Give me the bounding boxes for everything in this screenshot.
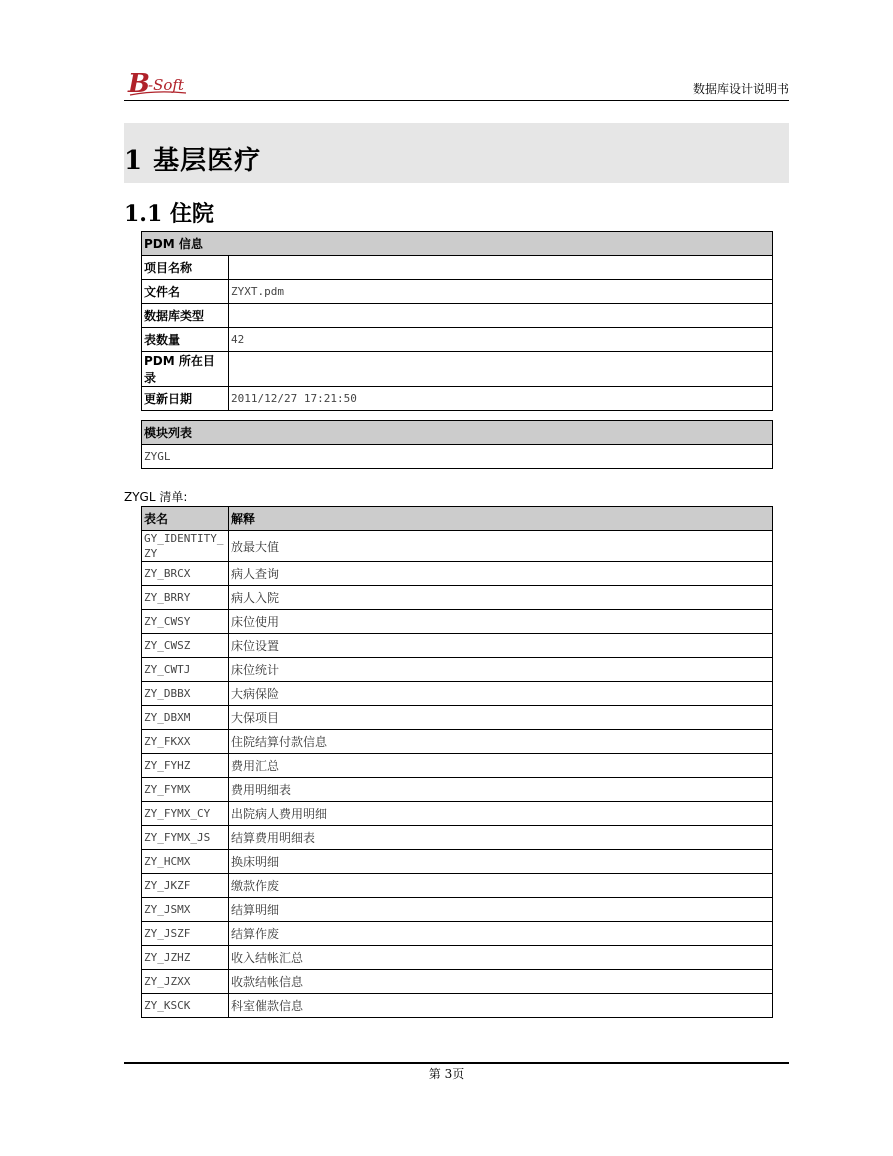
column-header-desc: 解释 xyxy=(229,507,773,531)
footer-rule xyxy=(124,1062,789,1064)
row-label: 数据库类型 xyxy=(142,304,229,328)
table-row xyxy=(142,634,773,658)
table-name-cell: ZY_CWSY xyxy=(142,610,229,634)
table-desc-cell: 结算明细 xyxy=(229,898,773,922)
table-list xyxy=(141,506,773,1018)
table-name-cell: ZY_JSZF xyxy=(142,922,229,946)
table-row xyxy=(142,682,773,706)
table-desc-cell: 收款结帐信息 xyxy=(229,970,773,994)
table-desc-cell: 科室催款信息 xyxy=(229,994,773,1018)
table-desc-cell: 费用明细表 xyxy=(229,778,773,802)
table-row xyxy=(142,994,773,1018)
table-row xyxy=(142,898,773,922)
module-list-title: 模块列表 xyxy=(142,421,773,445)
row-value: ZYXT.pdm xyxy=(229,280,773,304)
table-desc-cell: 大保项目 xyxy=(229,706,773,730)
table-desc-cell: 病人查询 xyxy=(229,562,773,586)
row-value xyxy=(229,256,773,280)
table-row xyxy=(142,586,773,610)
row-value: 2011/12/27 17:21:50 xyxy=(229,387,773,411)
table-row xyxy=(142,304,773,328)
table-desc-cell: 病人入院 xyxy=(229,586,773,610)
table-name-cell: ZY_JSMX xyxy=(142,898,229,922)
table-row xyxy=(142,445,773,469)
table-name-cell: ZY_FYMX_CY xyxy=(142,802,229,826)
pdm-info-table xyxy=(141,231,773,411)
table-name-cell: ZY_JZHZ xyxy=(142,946,229,970)
chapter-heading xyxy=(124,123,789,183)
table-row xyxy=(142,610,773,634)
table-row xyxy=(142,778,773,802)
table-row xyxy=(142,658,773,682)
table-name-cell: ZY_HCMX xyxy=(142,850,229,874)
table-row xyxy=(142,874,773,898)
module-item: ZYGL xyxy=(142,445,773,469)
table-desc-cell: 住院结算付款信息 xyxy=(229,730,773,754)
table-desc-cell: 换床明细 xyxy=(229,850,773,874)
svg-text:-Soft: -Soft xyxy=(148,76,184,94)
table-row xyxy=(142,802,773,826)
row-label: 表数量 xyxy=(142,328,229,352)
table-name-cell: ZY_FYHZ xyxy=(142,754,229,778)
table-desc-cell: 收入结帐汇总 xyxy=(229,946,773,970)
table-desc-cell: 结算费用明细表 xyxy=(229,826,773,850)
table-row xyxy=(142,280,773,304)
table-row xyxy=(142,850,773,874)
module-list-table xyxy=(141,420,773,469)
table-name-cell: ZY_DBXM xyxy=(142,706,229,730)
table-desc-cell: 放最大值 xyxy=(229,531,773,562)
table-row xyxy=(142,730,773,754)
table-desc-cell: 费用汇总 xyxy=(229,754,773,778)
table-desc-cell: 床位使用 xyxy=(229,610,773,634)
table-name-cell: ZY_JZXX xyxy=(142,970,229,994)
svg-text:B: B xyxy=(128,69,150,98)
table-row xyxy=(142,256,773,280)
table-name-cell: GY_IDENTITY_ZY xyxy=(142,531,229,562)
document-title: 数据库设计说明书 xyxy=(692,82,789,96)
row-label: 项目名称 xyxy=(142,256,229,280)
table-name-cell: ZY_BRRY xyxy=(142,586,229,610)
table-row xyxy=(142,970,773,994)
row-value xyxy=(229,352,773,387)
table-desc-cell: 大病保险 xyxy=(229,682,773,706)
table-name-cell: ZY_JKZF xyxy=(142,874,229,898)
row-label: PDM 所在目录 xyxy=(142,352,229,387)
row-value: 42 xyxy=(229,328,773,352)
table-desc-cell: 床位统计 xyxy=(229,658,773,682)
table-desc-cell: 结算作废 xyxy=(229,922,773,946)
table-desc-cell: 床位设置 xyxy=(229,634,773,658)
table-name-cell: ZY_CWTJ xyxy=(142,658,229,682)
page-number: 第 3页 xyxy=(428,1067,465,1081)
row-value xyxy=(229,304,773,328)
table-row xyxy=(142,922,773,946)
column-header-name: 表名 xyxy=(142,507,229,531)
table-row xyxy=(142,754,773,778)
table-name-cell: ZY_FYMX xyxy=(142,778,229,802)
row-label: 更新日期 xyxy=(142,387,229,411)
table-row xyxy=(142,531,773,562)
table-row xyxy=(142,826,773,850)
b-soft-logo xyxy=(126,68,206,98)
chapter-heading-text: 1 基层医疗 xyxy=(124,146,262,176)
section-heading: 1.1 住院 xyxy=(124,201,214,227)
table-row xyxy=(142,946,773,970)
table-name-cell: ZY_FKXX xyxy=(142,730,229,754)
row-label: 文件名 xyxy=(142,280,229,304)
table-name-cell: ZY_CWSZ xyxy=(142,634,229,658)
table-name-cell: ZY_KSCK xyxy=(142,994,229,1018)
table-row xyxy=(142,562,773,586)
table-row xyxy=(142,387,773,411)
table-row xyxy=(142,328,773,352)
pdm-info-title: PDM 信息 xyxy=(142,232,773,256)
table-row xyxy=(142,706,773,730)
table-desc-cell: 出院病人费用明细 xyxy=(229,802,773,826)
list-caption: ZYGL 清单: xyxy=(124,490,188,504)
page-header xyxy=(124,66,789,101)
table-name-cell: ZY_FYMX_JS xyxy=(142,826,229,850)
table-desc-cell: 缴款作废 xyxy=(229,874,773,898)
table-name-cell: ZY_BRCX xyxy=(142,562,229,586)
table-name-cell: ZY_DBBX xyxy=(142,682,229,706)
table-row xyxy=(142,352,773,387)
